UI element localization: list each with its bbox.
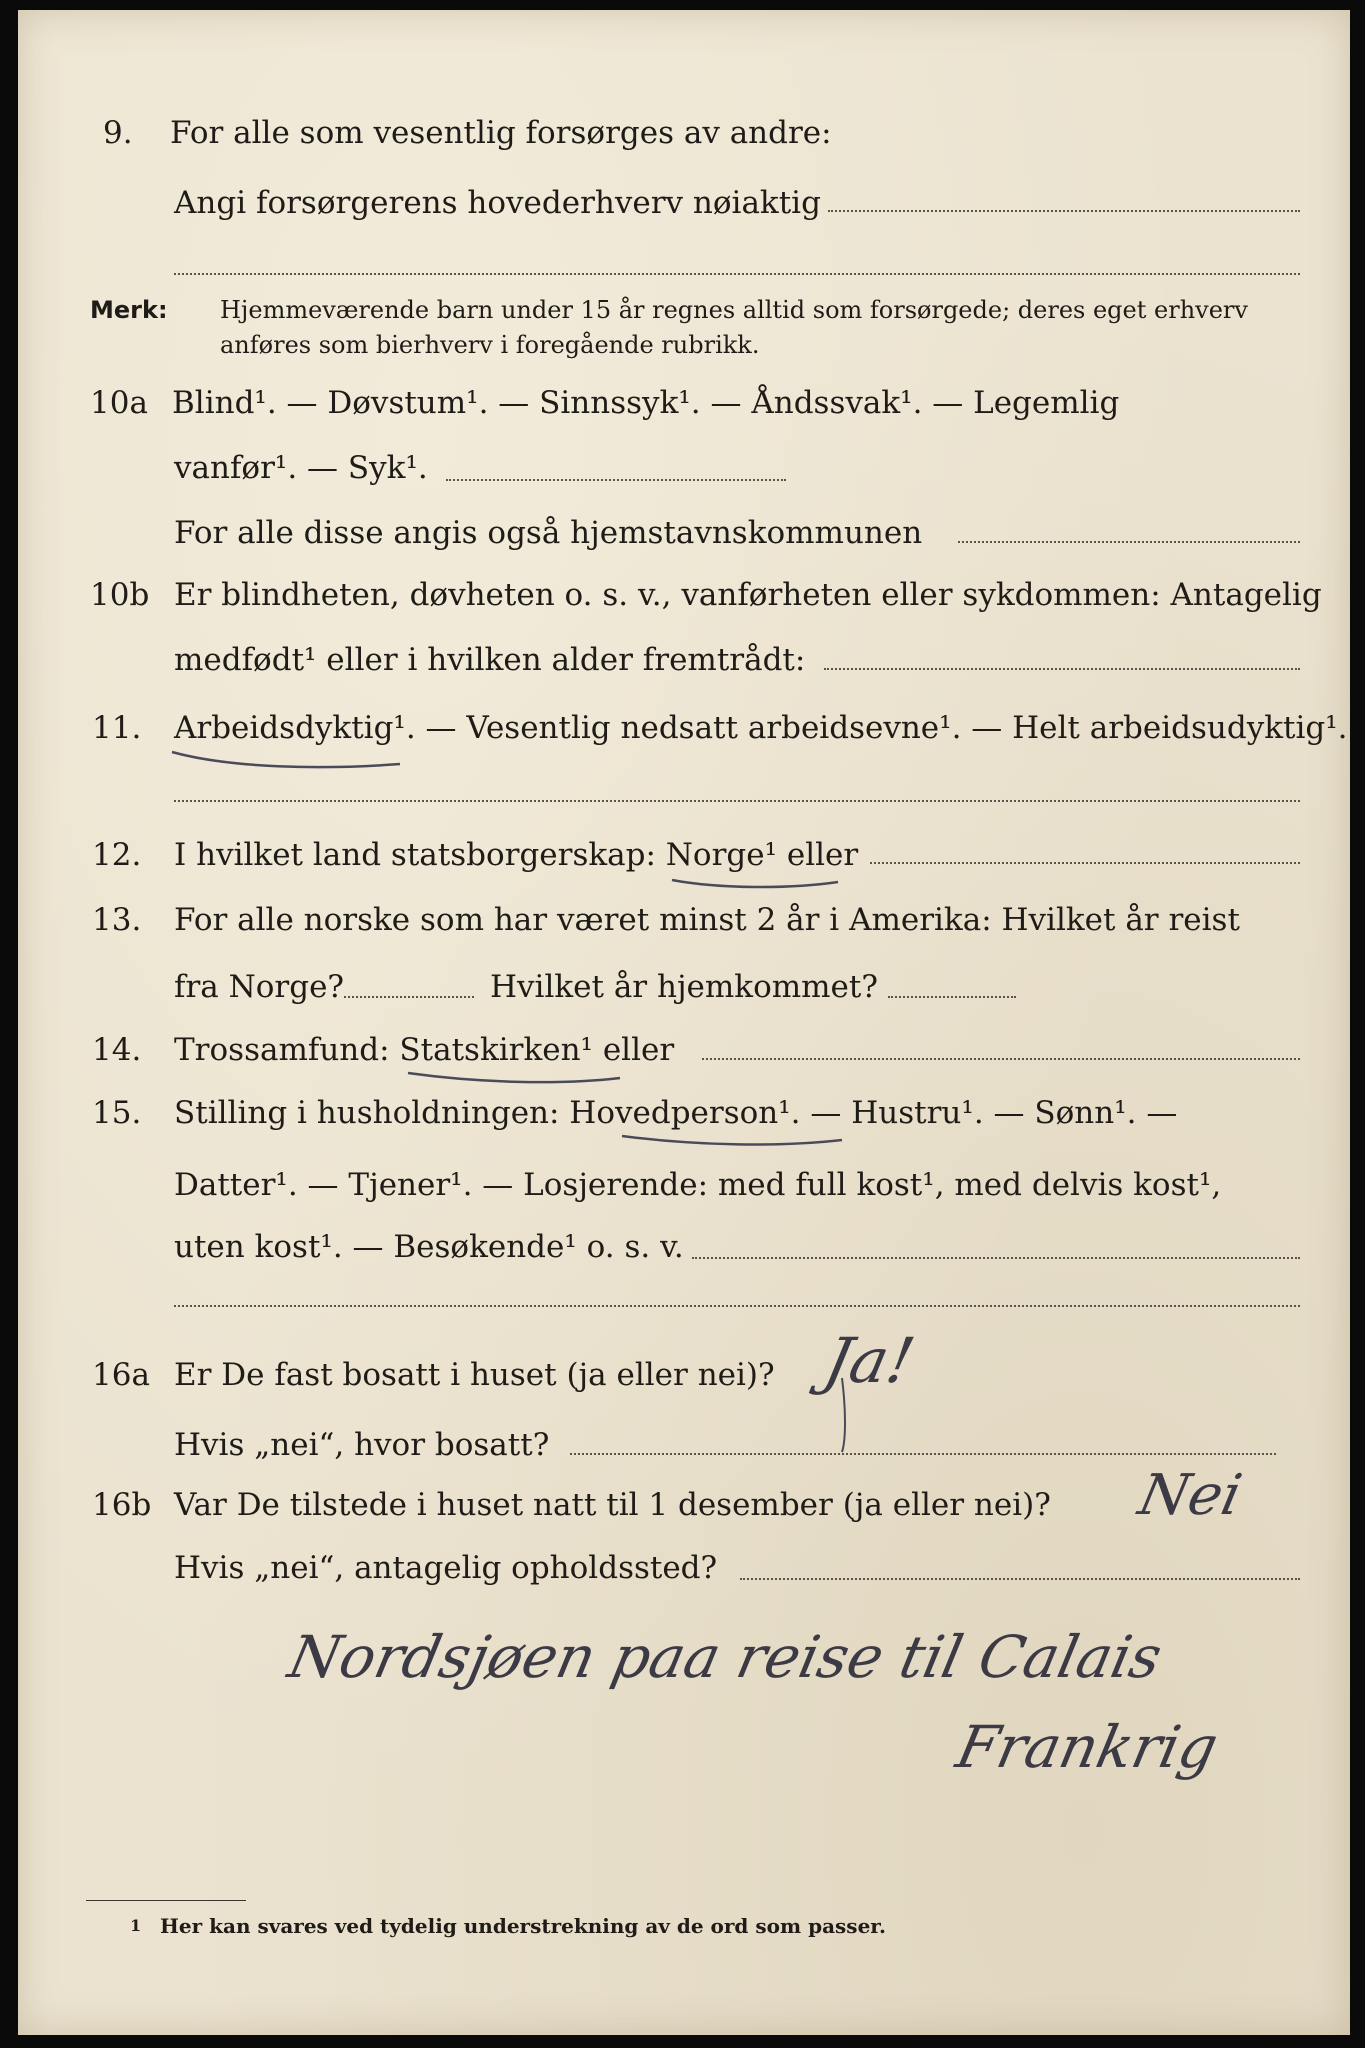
q16a-handwritten-answer: Ja! bbox=[818, 1324, 921, 1397]
merk-label: Merk: bbox=[90, 296, 168, 324]
footnote-rule bbox=[86, 1900, 246, 1901]
q10a-line2: vanfør¹. — Syk¹. bbox=[174, 450, 428, 486]
q11-line1: Arbeidsdyktig¹. — Vesentlig nedsatt arbeidsevne¹. — Helt arbeidsudyktig¹. bbox=[174, 710, 1348, 746]
underline-norge bbox=[672, 880, 838, 887]
q12-number: 12. bbox=[92, 837, 142, 873]
merk-line2: anføres som bierhverv i foregående rubrikk. bbox=[220, 331, 760, 359]
ja-stroke bbox=[842, 1378, 845, 1452]
q10b-number: 10b bbox=[90, 577, 150, 613]
q16a-number: 16a bbox=[92, 1357, 150, 1393]
underline-statskirken bbox=[408, 1073, 620, 1082]
q16a-line2: Hvis „nei“, hvor bosatt? bbox=[174, 1427, 550, 1463]
q13-line2b: Hvilket år hjemkommet? bbox=[490, 969, 878, 1005]
q11-number: 11. bbox=[92, 710, 142, 746]
footnote-marker: 1 bbox=[130, 1916, 142, 1935]
q10b-line1: Er blindheten, døvheten o. s. v., vanførheten eller sykdommen: Antagelig bbox=[174, 577, 1322, 613]
q10a-number: 10a bbox=[90, 385, 148, 421]
merk-line1: Hjemmeværende barn under 15 år regnes alltid som forsørgede; deres eget erhverv bbox=[220, 296, 1248, 324]
q10b-line2: medfødt¹ eller i hvilken alder fremtrådt: bbox=[174, 642, 806, 678]
underline-hovedperson bbox=[622, 1136, 842, 1145]
q9-line1: For alle som vesentlig forsørges av andre: bbox=[170, 115, 832, 151]
q16b-handwritten-answer: Nei bbox=[1133, 1463, 1248, 1528]
q15-line3: uten kost¹. — Besøkende¹ o. s. v. bbox=[174, 1229, 684, 1265]
q9-line2: Angi forsørgerens hovederhverv nøiaktig bbox=[174, 185, 821, 221]
q15-line1: Stilling i husholdningen: Hovedperson¹. — Hustru¹. — Sønn¹. — bbox=[174, 1095, 1178, 1131]
q15-line2: Datter¹. — Tjener¹. — Losjerende: med full kost¹, med delvis kost¹, bbox=[174, 1167, 1222, 1203]
q10a-line1: Blind¹. — Døvstum¹. — Sinnssyk¹. — Åndssvak¹. — Legemlig bbox=[172, 385, 1120, 421]
q14-line1: Trossamfund: Statskirken¹ eller bbox=[174, 1032, 675, 1068]
q10a-line3: For alle disse angis også hjemstavnskommunen bbox=[174, 515, 923, 551]
q13-line2a: fra Norge? bbox=[174, 969, 345, 1005]
q13-number: 13. bbox=[92, 902, 142, 938]
q9-number: 9. bbox=[103, 115, 133, 151]
q13-line1: For alle norske som har været minst 2 år i Amerika: Hvilket år reist bbox=[174, 902, 1240, 938]
q16a-line1: Er De fast bosatt i huset (ja eller nei)? bbox=[174, 1357, 775, 1393]
q16b-line1: Var De tilstede i huset natt til 1 desember (ja eller nei)? bbox=[174, 1487, 1051, 1523]
q16b-handwritten-country: Frankrig bbox=[950, 1713, 1224, 1781]
q12-line1: I hvilket land statsborgerskap: Norge¹ eller bbox=[174, 837, 859, 873]
q14-number: 14. bbox=[92, 1032, 142, 1068]
footnote-text: Her kan svares ved tydelig understrekning av de ord som passer. bbox=[160, 1914, 886, 1938]
underline-arbeidsdyktig bbox=[172, 752, 400, 767]
q15-number: 15. bbox=[92, 1095, 142, 1131]
q16b-number: 16b bbox=[92, 1487, 152, 1523]
q16b-line2: Hvis „nei“, antagelig opholdssted? bbox=[174, 1550, 718, 1586]
q16b-handwritten-location: Nordsjøen paa reise til Calais bbox=[282, 1623, 1168, 1691]
